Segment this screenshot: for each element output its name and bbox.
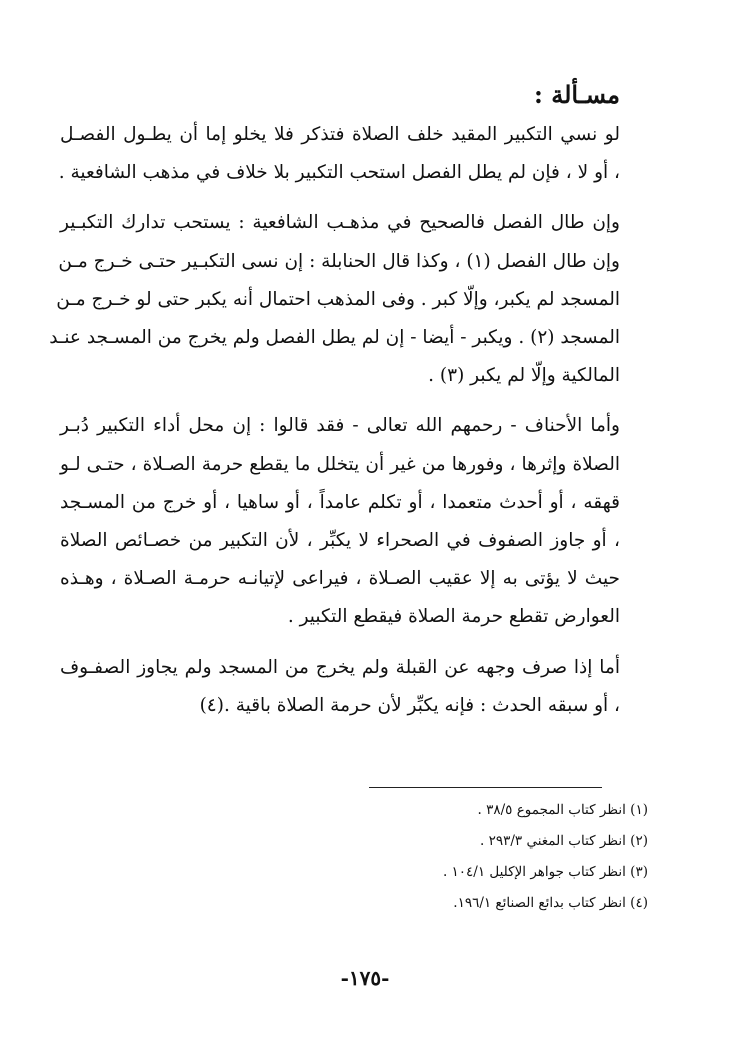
paragraph-4 bbox=[60, 649, 620, 725]
page-body bbox=[49, 78, 620, 737]
text-line: الصلاة وإثرها ، وفورها من غير أن يتخلل ما يقطع حرمة الصـلاة ، حتـى لـو bbox=[60, 453, 620, 475]
text-line: أما إذا صرف وجهه عن القبلة ولم يخرج من المسجد ولم يجاوز الصفـوف bbox=[60, 656, 620, 678]
footnote-1: (١) انظر كتاب المجموع ٣٨/٥ . bbox=[477, 802, 648, 818]
footnotes bbox=[268, 795, 648, 919]
paragraph-2 bbox=[49, 204, 620, 395]
text-line: وإن طال الفصل (١) ، وكذا قال الحنابلة : إن نسى التكبـير حتـى خـرج مـن bbox=[58, 250, 620, 272]
text-line: ، أو سبقه الحدث : فإنه يكبِّر لأن حرمة الصلاة باقية .(٤) bbox=[199, 694, 620, 716]
text-line: ، أو جاوز الصفوف في الصحراء لا يكبِّر ، لأن التكبير من خصـائص الصلاة bbox=[60, 530, 620, 552]
text-line: ، أو لا ، فإن لم يطل الفصل استحب التكبير بلا خلاف في مذهب الشافعية . bbox=[58, 162, 620, 184]
text-line: وإن طال الفصل فالصحيح في مذهـب الشافعية : يستحب تدارك التكبـير bbox=[60, 212, 620, 234]
text-line: المسجد (٢) . ويكبر - أيضا - إن لم يطل الفصل ولم يخرج من المسـجد عنـد bbox=[49, 327, 620, 349]
paragraph-3 bbox=[60, 407, 620, 636]
text-line: المالكية وإلّا لم يكبر (٣) . bbox=[428, 365, 620, 387]
text-line: قهقه ، أو أحدث متعمدا ، أو تكلم عامداً ، أو ساهيا ، أو خرج من المسـجد bbox=[60, 491, 620, 513]
section-heading: مسـألة : bbox=[533, 80, 620, 109]
footnote-separator bbox=[369, 787, 602, 788]
footnote-2: (٢) انظر كتاب المغني ٢٩٣/٣ . bbox=[480, 833, 648, 849]
text-line: لو نسي التكبير المقيد خلف الصلاة فتذكر فلا يخلو إما أن يطـول الفصـل bbox=[60, 124, 620, 145]
text-line: العوارض تقطع حرمة الصلاة فيقطع التكبير . bbox=[287, 606, 620, 628]
text-line: وأما الأحناف - رحمهم الله تعالى - فقد قالوا : إن محل أداء التكبير دُبـر bbox=[60, 415, 620, 437]
text-line: المسجد لم يكبر، وإلّا كبر . وفى المذهب احتمال أنه يكبر حتى لو خـرج مـن bbox=[56, 288, 620, 310]
footnote-3: (٣) انظر كتاب جواهر الإكليل ١٠٤/١ . bbox=[442, 864, 648, 880]
text-line: حيث لا يؤتى به إلا عقيب الصـلاة ، فيراعى لإتيانـه حرمـة الصـلاة ، وهـذه bbox=[60, 568, 620, 590]
page-number: -١٧٥- bbox=[340, 966, 390, 990]
paragraph-1 bbox=[60, 116, 620, 192]
footnote-4: (٤) انظر كتاب بدائع الصنائع ١٩٦/١. bbox=[453, 895, 648, 911]
